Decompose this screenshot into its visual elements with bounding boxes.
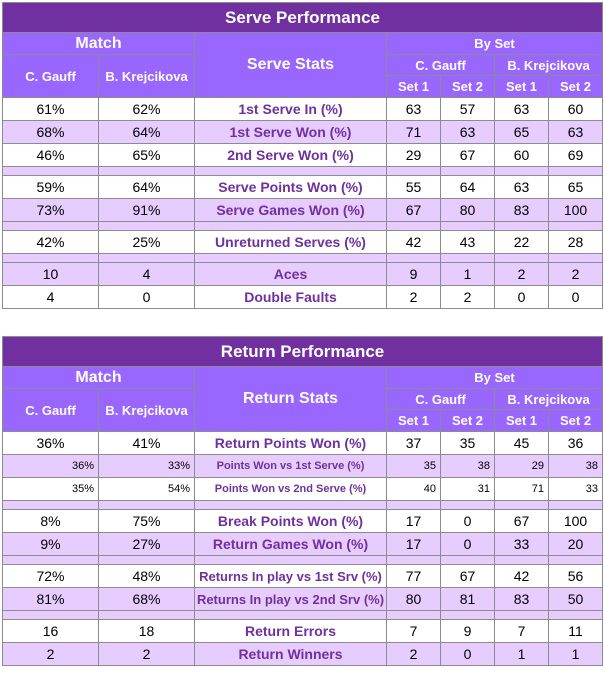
- stat-label: 2nd Serve Won (%): [195, 144, 387, 167]
- stat-label: Double Faults: [195, 286, 387, 309]
- set-value: 100: [549, 510, 603, 533]
- match-player1-header: C. Gauff: [3, 55, 99, 98]
- table-row: [3, 263, 603, 286]
- set-value: 77: [387, 565, 441, 588]
- set-value: 2: [495, 263, 549, 286]
- set-value: 67: [441, 565, 495, 588]
- set2-header: Set 2: [441, 76, 495, 98]
- set-value: 50: [549, 588, 603, 611]
- return-performance-title: Return Performance: [3, 337, 603, 367]
- set-value: 1: [549, 643, 603, 666]
- player1-value: 81%: [3, 588, 99, 611]
- set-value: 60: [549, 98, 603, 121]
- by-set-header: By Set: [387, 33, 603, 55]
- player2-value: 4: [99, 263, 195, 286]
- set-value: 22: [495, 231, 549, 254]
- set-value: 71: [387, 121, 441, 144]
- set-value: 65: [549, 176, 603, 199]
- set2-header: Set 2: [549, 76, 603, 98]
- set-value: 9: [441, 620, 495, 643]
- table-row: [3, 231, 603, 254]
- player1-value: 35%: [3, 478, 99, 501]
- set-value: 57: [441, 98, 495, 121]
- player2-value: 65%: [99, 144, 195, 167]
- set-value: 9: [387, 263, 441, 286]
- set-value: 2: [387, 286, 441, 309]
- table-row: [3, 533, 603, 556]
- set-value: 55: [387, 176, 441, 199]
- player1-value: 9%: [3, 533, 99, 556]
- serve-stats-header: Serve Stats: [195, 33, 387, 98]
- stat-label: Serve Points Won (%): [195, 176, 387, 199]
- player1-value: 46%: [3, 144, 99, 167]
- player1-value: 36%: [3, 455, 99, 478]
- player2-value: 2: [99, 643, 195, 666]
- set-value: 56: [549, 565, 603, 588]
- table-row: [3, 144, 603, 167]
- player1-value: 4: [3, 286, 99, 309]
- player1-value: 10: [3, 263, 99, 286]
- set-value: 67: [387, 199, 441, 222]
- player2-value: 25%: [99, 231, 195, 254]
- stat-label: Return Points Won (%): [195, 432, 387, 455]
- set-value: 63: [495, 98, 549, 121]
- player2-value: 48%: [99, 565, 195, 588]
- set-value: 45: [495, 432, 549, 455]
- table-row: [3, 455, 603, 478]
- stat-label: Aces: [195, 263, 387, 286]
- player1-value: 68%: [3, 121, 99, 144]
- set-value: 65: [495, 121, 549, 144]
- set-value: 35: [387, 455, 441, 478]
- stat-label: 1st Serve Won (%): [195, 121, 387, 144]
- set-value: 2: [441, 286, 495, 309]
- stat-label: Return Errors: [195, 620, 387, 643]
- table-row: [3, 199, 603, 222]
- set-value: 71: [495, 478, 549, 501]
- table-row: [3, 121, 603, 144]
- stat-label: Unreturned Serves (%): [195, 231, 387, 254]
- table-row: [3, 643, 603, 666]
- player2-value: 64%: [99, 176, 195, 199]
- serve-performance-title: Serve Performance: [3, 3, 603, 33]
- set-value: 40: [387, 478, 441, 501]
- by-set-header: By Set: [387, 367, 603, 389]
- set-player1-header: C. Gauff: [387, 55, 495, 76]
- set-value: 0: [495, 286, 549, 309]
- table-row: [3, 588, 603, 611]
- set1-header: Set 1: [495, 410, 549, 432]
- set-value: 100: [549, 199, 603, 222]
- set-value: 37: [387, 432, 441, 455]
- set-value: 0: [549, 286, 603, 309]
- player1-value: 72%: [3, 565, 99, 588]
- stat-label: Points Won vs 1st Serve (%): [195, 455, 387, 478]
- stat-label: Serve Games Won (%): [195, 199, 387, 222]
- table-row: [3, 98, 603, 121]
- set-value: 7: [495, 620, 549, 643]
- set-value: 83: [495, 199, 549, 222]
- set-value: 7: [387, 620, 441, 643]
- player2-value: 64%: [99, 121, 195, 144]
- player1-value: 73%: [3, 199, 99, 222]
- set-value: 69: [549, 144, 603, 167]
- set-value: 0: [441, 643, 495, 666]
- player2-value: 33%: [99, 455, 195, 478]
- set2-header: Set 2: [549, 410, 603, 432]
- set2-header: Set 2: [441, 410, 495, 432]
- set-value: 2: [387, 643, 441, 666]
- player2-value: 41%: [99, 432, 195, 455]
- player2-value: 75%: [99, 510, 195, 533]
- match-player1-header: C. Gauff: [3, 389, 99, 432]
- set-value: 38: [549, 455, 603, 478]
- set1-header: Set 1: [495, 76, 549, 98]
- player2-value: 54%: [99, 478, 195, 501]
- set-value: 29: [495, 455, 549, 478]
- player2-value: 91%: [99, 199, 195, 222]
- set-value: 17: [387, 510, 441, 533]
- set-value: 67: [495, 510, 549, 533]
- set-player1-header: C. Gauff: [387, 389, 495, 410]
- table-row: [3, 286, 603, 309]
- return-performance-table: [2, 336, 603, 666]
- set-value: 11: [549, 620, 603, 643]
- spacer-row: [3, 167, 603, 176]
- set-value: 1: [495, 643, 549, 666]
- set-player2-header: B. Krejcikova: [495, 389, 603, 410]
- set-value: 43: [441, 231, 495, 254]
- player1-value: 8%: [3, 510, 99, 533]
- set-value: 33: [549, 478, 603, 501]
- player1-value: 59%: [3, 176, 99, 199]
- set-value: 80: [441, 199, 495, 222]
- set-value: 63: [495, 176, 549, 199]
- set-value: 35: [441, 432, 495, 455]
- table-row: [3, 432, 603, 455]
- set-value: 33: [495, 533, 549, 556]
- player2-value: 68%: [99, 588, 195, 611]
- table-row: [3, 565, 603, 588]
- stat-label: Break Points Won (%): [195, 510, 387, 533]
- set-value: 67: [441, 144, 495, 167]
- stat-label: Returns In play vs 1st Srv (%): [195, 565, 387, 588]
- set-value: 28: [549, 231, 603, 254]
- stat-label: Points Won vs 2nd Serve (%): [195, 478, 387, 501]
- player1-value: 42%: [3, 231, 99, 254]
- set-value: 0: [441, 510, 495, 533]
- player1-value: 61%: [3, 98, 99, 121]
- set-value: 42: [495, 565, 549, 588]
- spacer-row: [3, 611, 603, 620]
- player1-value: 2: [3, 643, 99, 666]
- stat-label: Returns In play vs 2nd Srv (%): [195, 588, 387, 611]
- set-player2-header: B. Krejcikova: [495, 55, 603, 76]
- set-value: 20: [549, 533, 603, 556]
- table-row: [3, 176, 603, 199]
- spacer-row: [3, 501, 603, 510]
- set-value: 60: [495, 144, 549, 167]
- set-value: 64: [441, 176, 495, 199]
- player2-value: 27%: [99, 533, 195, 556]
- match-player2-header: B. Krejcikova: [99, 389, 195, 432]
- table-row: [3, 510, 603, 533]
- set-value: 42: [387, 231, 441, 254]
- set-value: 29: [387, 144, 441, 167]
- set-value: 81: [441, 588, 495, 611]
- stat-label: 1st Serve In (%): [195, 98, 387, 121]
- set-value: 80: [387, 588, 441, 611]
- set-value: 2: [549, 263, 603, 286]
- return-stats-header: Return Stats: [195, 367, 387, 432]
- set-value: 63: [441, 121, 495, 144]
- serve-performance-table: [2, 2, 603, 309]
- stat-label: Return Games Won (%): [195, 533, 387, 556]
- set-value: 63: [387, 98, 441, 121]
- spacer-row: [3, 254, 603, 263]
- set-value: 83: [495, 588, 549, 611]
- match-header: Match: [3, 33, 195, 55]
- set-value: 63: [549, 121, 603, 144]
- set-value: 0: [441, 533, 495, 556]
- table-row: [3, 620, 603, 643]
- player2-value: 62%: [99, 98, 195, 121]
- set-value: 36: [549, 432, 603, 455]
- stat-label: Return Winners: [195, 643, 387, 666]
- set-value: 31: [441, 478, 495, 501]
- spacer-row: [3, 556, 603, 565]
- match-player2-header: B. Krejcikova: [99, 55, 195, 98]
- player1-value: 16: [3, 620, 99, 643]
- set-value: 17: [387, 533, 441, 556]
- set-value: 1: [441, 263, 495, 286]
- player2-value: 0: [99, 286, 195, 309]
- player1-value: 36%: [3, 432, 99, 455]
- set-value: 38: [441, 455, 495, 478]
- set1-header: Set 1: [387, 76, 441, 98]
- table-row: [3, 478, 603, 501]
- set1-header: Set 1: [387, 410, 441, 432]
- spacer-row: [3, 222, 603, 231]
- match-header: Match: [3, 367, 195, 389]
- player2-value: 18: [99, 620, 195, 643]
